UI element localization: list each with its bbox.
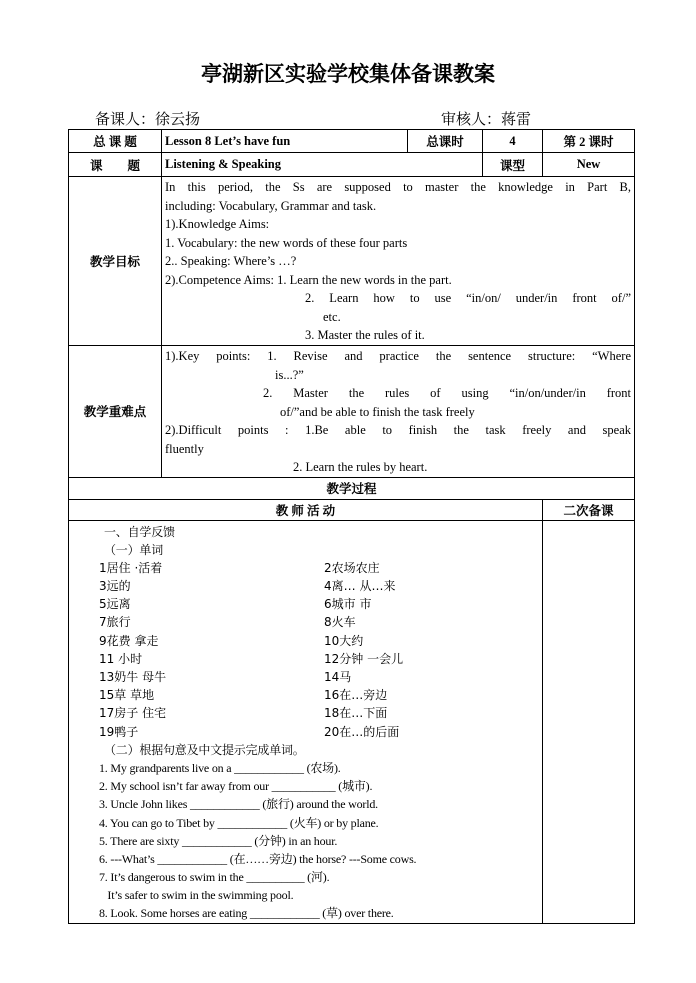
vocab-item: 2农场农庄 xyxy=(324,560,380,575)
topic-value: Lesson 8 Let’s have fun xyxy=(162,130,408,153)
vocab-item: 1居住 ·活着 xyxy=(99,560,163,575)
aims-line: including: Vocabulary, Grammar and task. xyxy=(165,198,377,213)
subsection-heading: （二）根据句意及中文提示完成单词。 xyxy=(104,742,305,757)
vocab-item: 10大约 xyxy=(324,633,364,648)
keypoints-line: 2. Learn the rules by heart. xyxy=(293,460,428,474)
vocab-item: 19鸭子 xyxy=(99,724,139,739)
vocab-item: 20在…的后面 xyxy=(324,724,400,739)
exercise-line: 6. ---What’s ____________ (在……旁边) the horse? ---Some cows. xyxy=(99,851,417,866)
aims-line: 1. Vocabulary: the new words of these four parts xyxy=(165,235,408,250)
header-row-topic xyxy=(69,130,635,153)
exercise-line: 2. My school isn’t far away from our ___________ (城市). xyxy=(99,779,373,794)
exercise-line: 3. Uncle John likes ____________ (旅行) around the world. xyxy=(99,797,378,812)
total-periods-value: 4 xyxy=(483,130,543,153)
vocab-item: 14马 xyxy=(324,670,352,684)
aims-line: etc. xyxy=(323,309,341,324)
exercise-line: It’s safer to swim in the swimming pool. xyxy=(99,888,294,903)
vocab-item: 5远离 xyxy=(99,597,131,612)
keypoints-line: 1).Key points: 1. Revise and practice the sentence structure: “Where xyxy=(165,349,631,363)
aims-line: 2).Competence Aims: 1. Learn the new words in the part. xyxy=(165,272,452,287)
aims-line: 2.. Speaking: Where’s …? xyxy=(165,254,297,268)
aims-line: In this period, the Ss are supposed to master the knowledge in Part B, xyxy=(165,180,631,194)
keypoints-content xyxy=(162,346,635,478)
teacher-activity-label: 教 师 活 动 xyxy=(69,499,543,520)
vocab-item: 8火车 xyxy=(324,615,356,630)
teacher-activity-content xyxy=(69,520,543,923)
vocab-item: 3远的 xyxy=(99,579,131,594)
vocab-item: 18在…下面 xyxy=(324,706,388,721)
aims-label: 教学目标 xyxy=(69,177,162,346)
topic-label: 总 课 题 xyxy=(69,130,162,153)
period-number: 第 2 课时 xyxy=(543,130,635,153)
vocab-item: 15草 草地 xyxy=(99,688,155,703)
keypoints-label: 教学重难点 xyxy=(69,346,162,478)
exercise-line: 5. There are sixty ____________ (分钟) in an hour. xyxy=(99,833,338,848)
vocab-item: 17房子 住宅 xyxy=(99,706,167,721)
keypoints-line: of/”and be able to finish the task freely xyxy=(280,404,475,419)
keypoints-line: 2).Difficult points : 1.Be able to finish the task freely and speak xyxy=(165,423,631,437)
total-periods-label: 总课时 xyxy=(408,130,483,153)
process-header-row xyxy=(69,499,635,520)
lesson-label: 课 题 xyxy=(69,153,162,177)
aims-line: 2. Learn how to use “in/on/ under/in front of/” xyxy=(305,291,631,305)
vocab-item: 4离… 从…来 xyxy=(324,579,396,594)
reviewer-label: 审核人：蒋雷 xyxy=(441,110,532,128)
exercise-line: 1. My grandparents live on a ____________ (农场). xyxy=(99,760,341,775)
vocab-item: 12分钟 一会儿 xyxy=(324,651,404,666)
process-title: 教学过程 xyxy=(69,477,635,499)
vocab-item: 16在…旁边 xyxy=(324,688,388,703)
keypoints-line: is...?” xyxy=(275,367,304,382)
vocab-item: 13奶牛 母牛 xyxy=(99,670,167,684)
exercise-line: 4. You can go to Tibet by ____________ (火车) or by plane. xyxy=(99,815,379,830)
lesson-value: Listening & Speaking xyxy=(162,153,483,177)
vocab-item: 11 小时 xyxy=(99,651,143,666)
document-title: 亭湖新区实验学校集体备课教案 xyxy=(201,62,495,86)
vocabulary-list xyxy=(99,559,538,741)
exercise-line: 8. Look. Some horses are eating ____________ (草) over there. xyxy=(99,906,394,921)
lesson-type-value: New xyxy=(543,153,635,177)
lesson-plan-table xyxy=(68,129,635,924)
keypoints-line: 2. Master the rules of using “in/on/under/in front xyxy=(263,386,631,400)
aims-line: 1).Knowledge Aims: xyxy=(165,217,270,231)
preparer-label: 备课人：徐云扬 xyxy=(95,110,201,128)
vocab-item: 9花费 拿走 xyxy=(99,633,159,648)
keypoints-row xyxy=(69,346,635,478)
vocab-item: 7旅行 xyxy=(99,615,131,630)
keypoints-line: fluently xyxy=(165,441,204,456)
subsection-heading: （一）单词 xyxy=(104,542,164,557)
exercise-line: 7. It’s dangerous to swim in the __________ (河). xyxy=(99,870,330,885)
vocab-item: 6城市 市 xyxy=(324,597,372,612)
aims-row xyxy=(69,177,635,346)
aims-line: 3. Master the rules of it. xyxy=(305,328,425,342)
header-row-lesson xyxy=(69,153,635,177)
lesson-type-label: 课型 xyxy=(483,153,543,177)
aims-content xyxy=(162,177,635,346)
process-content-row xyxy=(69,520,635,923)
second-preparation-label: 二次备课 xyxy=(543,499,635,520)
section-heading: 一、自学反馈 xyxy=(104,524,175,539)
process-title-row xyxy=(69,477,635,499)
second-preparation-content xyxy=(543,520,635,923)
